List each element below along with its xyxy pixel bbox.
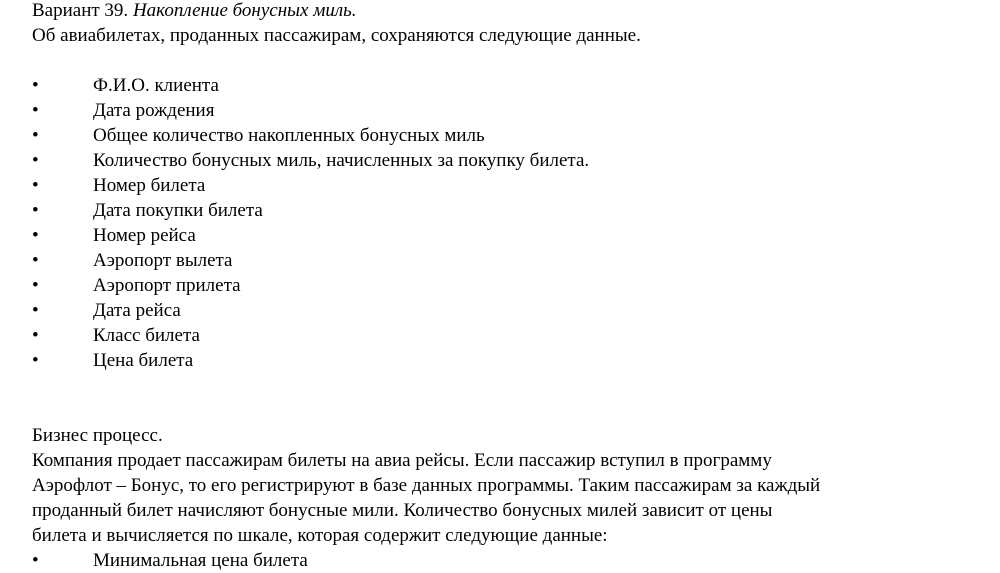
list-item	[32, 323, 992, 348]
list-item	[32, 348, 992, 373]
list-item	[32, 298, 992, 323]
list-item-text: Ф.И.О. клиента	[93, 75, 219, 96]
bullet-icon: •	[32, 250, 39, 271]
bullet-icon: •	[32, 300, 39, 321]
bullet-icon: •	[32, 200, 39, 221]
list-item	[32, 223, 992, 248]
list-item-text: Дата покупки билета	[93, 200, 263, 221]
business-paragraph-line: Аэрофлот – Бонус, то его регистрируют в базе данных программы. Таким пассажирам за каждый	[32, 475, 821, 496]
bullet-icon: •	[32, 150, 39, 171]
bullet-icon: •	[32, 175, 39, 196]
spacer	[32, 373, 992, 423]
list-item-text: Номер рейса	[93, 225, 196, 246]
intro-text: Об авиабилетах, проданных пассажирам, сохраняются следующие данные.	[32, 25, 641, 46]
list-item-text: Минимальная цена билета	[93, 550, 308, 571]
list-item-text: Дата рождения	[93, 100, 215, 121]
bullet-icon: •	[32, 100, 39, 121]
list-item-text: Цена билета	[93, 350, 194, 371]
business-paragraph-line: проданный билет начисляют бонусные мили. Количество бонусных милей зависит от цены	[32, 500, 773, 521]
list-item	[32, 173, 992, 198]
spacer	[32, 48, 992, 73]
bullet-icon: •	[32, 275, 39, 296]
list-item	[32, 73, 992, 98]
list-item-text: Общее количество накопленных бонусных миль	[93, 125, 485, 146]
list-item	[32, 148, 992, 173]
bullet-icon: •	[32, 550, 39, 571]
list-item	[32, 123, 992, 148]
list-item-text: Количество бонусных миль, начисленных за покупку билета.	[93, 150, 590, 171]
bullet-icon: •	[32, 350, 39, 371]
bullet-icon: •	[32, 125, 39, 146]
business-paragraph-line: Компания продает пассажирам билеты на авиа рейсы. Если пассажир вступил в программу	[32, 450, 772, 471]
list-item-text: Номер билета	[93, 175, 206, 196]
variant-heading	[32, 0, 992, 23]
list-item-text: Аэропорт прилета	[93, 275, 241, 296]
list-item-text: Класс билета	[93, 325, 200, 346]
business-paragraph-line: билета и вычисляется по шкале, которая содержит следующие данные:	[32, 525, 608, 546]
list-item-text: Дата рейса	[93, 300, 181, 321]
list-item	[32, 248, 992, 273]
list-item	[32, 548, 992, 573]
list-item	[32, 273, 992, 298]
bullet-icon: •	[32, 75, 39, 96]
variant-title: Накопление бонусных миль.	[132, 0, 357, 21]
document-page	[32, 0, 992, 573]
business-heading: Бизнес процесс.	[32, 425, 163, 446]
bullet-icon: •	[32, 225, 39, 246]
variant-label: Вариант 39.	[32, 0, 129, 21]
list-item	[32, 198, 992, 223]
list-item-text: Аэропорт вылета	[93, 250, 233, 271]
list-item	[32, 98, 992, 123]
fields-list	[32, 73, 992, 373]
bullet-icon: •	[32, 325, 39, 346]
